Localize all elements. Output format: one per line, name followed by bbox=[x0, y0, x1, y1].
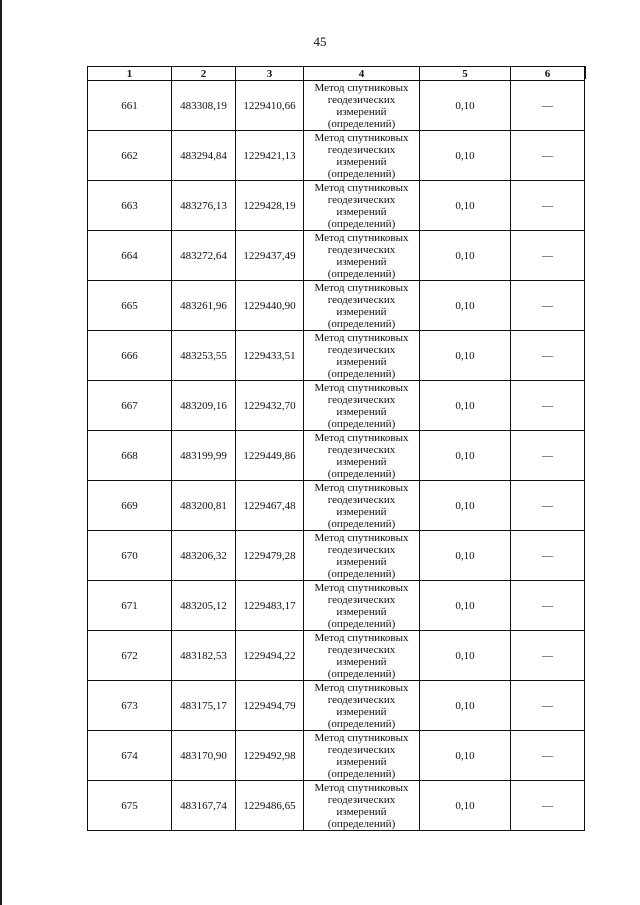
method-text-line: измерений bbox=[336, 805, 387, 818]
y-coordinate-cell: 1229494,79 bbox=[236, 681, 304, 731]
x-coordinate-cell: 483205,12 bbox=[172, 581, 236, 631]
method-cell bbox=[304, 681, 420, 731]
x-coordinate-cell: 483209,16 bbox=[172, 381, 236, 431]
method-text-line: Метод спутниковых bbox=[314, 131, 409, 144]
x-coordinate-cell: 483200,81 bbox=[172, 481, 236, 531]
method-text-line: (определений) bbox=[327, 667, 396, 680]
method-text-line: Метод спутниковых bbox=[314, 281, 409, 294]
method-text-line: (определений) bbox=[327, 367, 396, 380]
column-header-6: 6 bbox=[511, 67, 585, 81]
y-coordinate-cell: 1229410,66 bbox=[236, 81, 304, 131]
method-text-line: измерений bbox=[336, 105, 387, 118]
method-text-line: геодезических bbox=[327, 643, 396, 656]
method-text-line: измерений bbox=[336, 155, 387, 168]
point-number-cell: 665 bbox=[88, 281, 172, 331]
point-number-cell: 674 bbox=[88, 731, 172, 781]
method-text-line: (определений) bbox=[327, 617, 396, 630]
method-text-line: (определений) bbox=[327, 317, 396, 330]
method-cell bbox=[304, 331, 420, 381]
method-text-line: геодезических bbox=[327, 493, 396, 506]
point-number-cell: 664 bbox=[88, 231, 172, 281]
x-coordinate-cell: 483182,53 bbox=[172, 631, 236, 681]
table-row bbox=[88, 781, 585, 831]
point-number-cell: 672 bbox=[88, 631, 172, 681]
accuracy-cell: 0,10 bbox=[420, 681, 511, 731]
note-cell: — bbox=[511, 81, 585, 131]
table-row bbox=[88, 681, 585, 731]
method-cell bbox=[304, 231, 420, 281]
note-cell: — bbox=[511, 631, 585, 681]
method-text-line: (определений) bbox=[327, 467, 396, 480]
method-text-line: измерений bbox=[336, 505, 387, 518]
x-coordinate-cell: 483294,84 bbox=[172, 131, 236, 181]
accuracy-cell: 0,10 bbox=[420, 81, 511, 131]
note-cell: — bbox=[511, 431, 585, 481]
method-cell bbox=[304, 131, 420, 181]
method-text-line: Метод спутниковых bbox=[314, 481, 409, 494]
method-text-line: (определений) bbox=[327, 117, 396, 130]
method-text-line: измерений bbox=[336, 405, 387, 418]
method-cell bbox=[304, 581, 420, 631]
accuracy-cell: 0,10 bbox=[420, 231, 511, 281]
method-cell bbox=[304, 281, 420, 331]
method-text-line: Метод спутниковых bbox=[314, 531, 409, 544]
method-text-line: геодезических bbox=[327, 443, 396, 456]
method-text-line: (определений) bbox=[327, 417, 396, 430]
method-cell bbox=[304, 731, 420, 781]
accuracy-cell: 0,10 bbox=[420, 481, 511, 531]
note-cell: — bbox=[511, 781, 585, 831]
x-coordinate-cell: 483276,13 bbox=[172, 181, 236, 231]
method-text-line: геодезических bbox=[327, 543, 396, 556]
method-text-line: измерений bbox=[336, 355, 387, 368]
method-text-line: геодезических bbox=[327, 343, 396, 356]
accuracy-cell: 0,10 bbox=[420, 381, 511, 431]
method-text-line: Метод спутниковых bbox=[314, 231, 409, 244]
method-cell bbox=[304, 531, 420, 581]
header-right-border-mark bbox=[584, 66, 586, 79]
table-row bbox=[88, 231, 585, 281]
method-text-line: (определений) bbox=[327, 717, 396, 730]
method-text-line: геодезических bbox=[327, 593, 396, 606]
point-number-cell: 662 bbox=[88, 131, 172, 181]
accuracy-cell: 0,10 bbox=[420, 181, 511, 231]
y-coordinate-cell: 1229433,51 bbox=[236, 331, 304, 381]
method-text-line: измерений bbox=[336, 555, 387, 568]
point-number-cell: 663 bbox=[88, 181, 172, 231]
method-text-line: измерений bbox=[336, 305, 387, 318]
method-cell bbox=[304, 81, 420, 131]
x-coordinate-cell: 483261,96 bbox=[172, 281, 236, 331]
y-coordinate-cell: 1229467,48 bbox=[236, 481, 304, 531]
table-row bbox=[88, 531, 585, 581]
method-text-line: геодезических bbox=[327, 393, 396, 406]
note-cell: — bbox=[511, 731, 585, 781]
accuracy-cell: 0,10 bbox=[420, 131, 511, 181]
method-cell bbox=[304, 381, 420, 431]
page-number: 45 bbox=[313, 34, 327, 49]
method-text-line: Метод спутниковых bbox=[314, 381, 409, 394]
method-text-line: Метод спутниковых bbox=[314, 581, 409, 594]
table-row bbox=[88, 631, 585, 681]
method-text-line: (определений) bbox=[327, 517, 396, 530]
note-cell: — bbox=[511, 681, 585, 731]
method-text-line: геодезических bbox=[327, 243, 396, 256]
note-cell: — bbox=[511, 281, 585, 331]
method-text-line: Метод спутниковых bbox=[314, 81, 409, 94]
x-coordinate-cell: 483170,90 bbox=[172, 731, 236, 781]
column-header-4: 4 bbox=[304, 67, 420, 81]
y-coordinate-cell: 1229479,28 bbox=[236, 531, 304, 581]
point-number-cell: 668 bbox=[88, 431, 172, 481]
method-text-line: (определений) bbox=[327, 767, 396, 780]
y-coordinate-cell: 1229449,86 bbox=[236, 431, 304, 481]
x-coordinate-cell: 483175,17 bbox=[172, 681, 236, 731]
method-text-line: геодезических bbox=[327, 293, 396, 306]
point-number-cell: 670 bbox=[88, 531, 172, 581]
table-header-row bbox=[88, 67, 585, 81]
method-text-line: измерений bbox=[336, 455, 387, 468]
method-text-line: Метод спутниковых bbox=[314, 331, 409, 344]
method-cell bbox=[304, 631, 420, 681]
method-text-line: (определений) bbox=[327, 817, 396, 830]
table-row bbox=[88, 131, 585, 181]
accuracy-cell: 0,10 bbox=[420, 581, 511, 631]
method-text-line: Метод спутниковых bbox=[314, 431, 409, 444]
method-text-line: геодезических bbox=[327, 743, 396, 756]
y-coordinate-cell: 1229432,70 bbox=[236, 381, 304, 431]
point-number-cell: 675 bbox=[88, 781, 172, 831]
table-row bbox=[88, 431, 585, 481]
accuracy-cell: 0,10 bbox=[420, 281, 511, 331]
table-row bbox=[88, 281, 585, 331]
note-cell: — bbox=[511, 381, 585, 431]
accuracy-cell: 0,10 bbox=[420, 531, 511, 581]
table-row bbox=[88, 331, 585, 381]
y-coordinate-cell: 1229492,98 bbox=[236, 731, 304, 781]
method-text-line: (определений) bbox=[327, 167, 396, 180]
point-number-cell: 661 bbox=[88, 81, 172, 131]
column-header-3: 3 bbox=[236, 67, 304, 81]
note-cell: — bbox=[511, 531, 585, 581]
accuracy-cell: 0,10 bbox=[420, 781, 511, 831]
note-cell: — bbox=[511, 131, 585, 181]
method-cell bbox=[304, 781, 420, 831]
x-coordinate-cell: 483167,74 bbox=[172, 781, 236, 831]
method-text-line: геодезических bbox=[327, 693, 396, 706]
method-cell bbox=[304, 481, 420, 531]
method-text-line: (определений) bbox=[327, 567, 396, 580]
table-row bbox=[88, 481, 585, 531]
x-coordinate-cell: 483253,55 bbox=[172, 331, 236, 381]
point-number-cell: 666 bbox=[88, 331, 172, 381]
method-text-line: Метод спутниковых bbox=[314, 631, 409, 644]
method-text-line: геодезических bbox=[327, 193, 396, 206]
y-coordinate-cell: 1229437,49 bbox=[236, 231, 304, 281]
table-row bbox=[88, 731, 585, 781]
method-text-line: измерений bbox=[336, 755, 387, 768]
x-coordinate-cell: 483272,64 bbox=[172, 231, 236, 281]
method-text-line: (определений) bbox=[327, 267, 396, 280]
column-header-2: 2 bbox=[172, 67, 236, 81]
accuracy-cell: 0,10 bbox=[420, 431, 511, 481]
method-text-line: геодезических bbox=[327, 93, 396, 106]
method-text-line: Метод спутниковых bbox=[314, 181, 409, 194]
method-text-line: геодезических bbox=[327, 143, 396, 156]
method-text-line: измерений bbox=[336, 205, 387, 218]
y-coordinate-cell: 1229440,90 bbox=[236, 281, 304, 331]
accuracy-cell: 0,10 bbox=[420, 331, 511, 381]
table-row bbox=[88, 581, 585, 631]
table-row bbox=[88, 181, 585, 231]
table-row bbox=[88, 381, 585, 431]
point-number-cell: 669 bbox=[88, 481, 172, 531]
note-cell: — bbox=[511, 231, 585, 281]
method-cell bbox=[304, 181, 420, 231]
point-number-cell: 673 bbox=[88, 681, 172, 731]
method-text-line: измерений bbox=[336, 655, 387, 668]
x-coordinate-cell: 483308,19 bbox=[172, 81, 236, 131]
x-coordinate-cell: 483199,99 bbox=[172, 431, 236, 481]
y-coordinate-cell: 1229494,22 bbox=[236, 631, 304, 681]
method-text-line: измерений bbox=[336, 255, 387, 268]
y-coordinate-cell: 1229421,13 bbox=[236, 131, 304, 181]
table-row bbox=[88, 81, 585, 131]
coordinates-table bbox=[87, 66, 585, 831]
note-cell: — bbox=[511, 481, 585, 531]
method-text-line: (определений) bbox=[327, 217, 396, 230]
method-text-line: измерений bbox=[336, 705, 387, 718]
method-cell bbox=[304, 431, 420, 481]
y-coordinate-cell: 1229483,17 bbox=[236, 581, 304, 631]
method-text-line: измерений bbox=[336, 605, 387, 618]
y-coordinate-cell: 1229428,19 bbox=[236, 181, 304, 231]
column-header-1: 1 bbox=[88, 67, 172, 81]
note-cell: — bbox=[511, 581, 585, 631]
method-text-line: Метод спутниковых bbox=[314, 731, 409, 744]
column-header-5: 5 bbox=[420, 67, 511, 81]
x-coordinate-cell: 483206,32 bbox=[172, 531, 236, 581]
scan-edge-line bbox=[0, 0, 2, 905]
method-text-line: Метод спутниковых bbox=[314, 681, 409, 694]
point-number-cell: 671 bbox=[88, 581, 172, 631]
y-coordinate-cell: 1229486,65 bbox=[236, 781, 304, 831]
note-cell: — bbox=[511, 181, 585, 231]
method-text-line: геодезических bbox=[327, 793, 396, 806]
point-number-cell: 667 bbox=[88, 381, 172, 431]
accuracy-cell: 0,10 bbox=[420, 631, 511, 681]
accuracy-cell: 0,10 bbox=[420, 731, 511, 781]
note-cell: — bbox=[511, 331, 585, 381]
method-text-line: Метод спутниковых bbox=[314, 781, 409, 794]
